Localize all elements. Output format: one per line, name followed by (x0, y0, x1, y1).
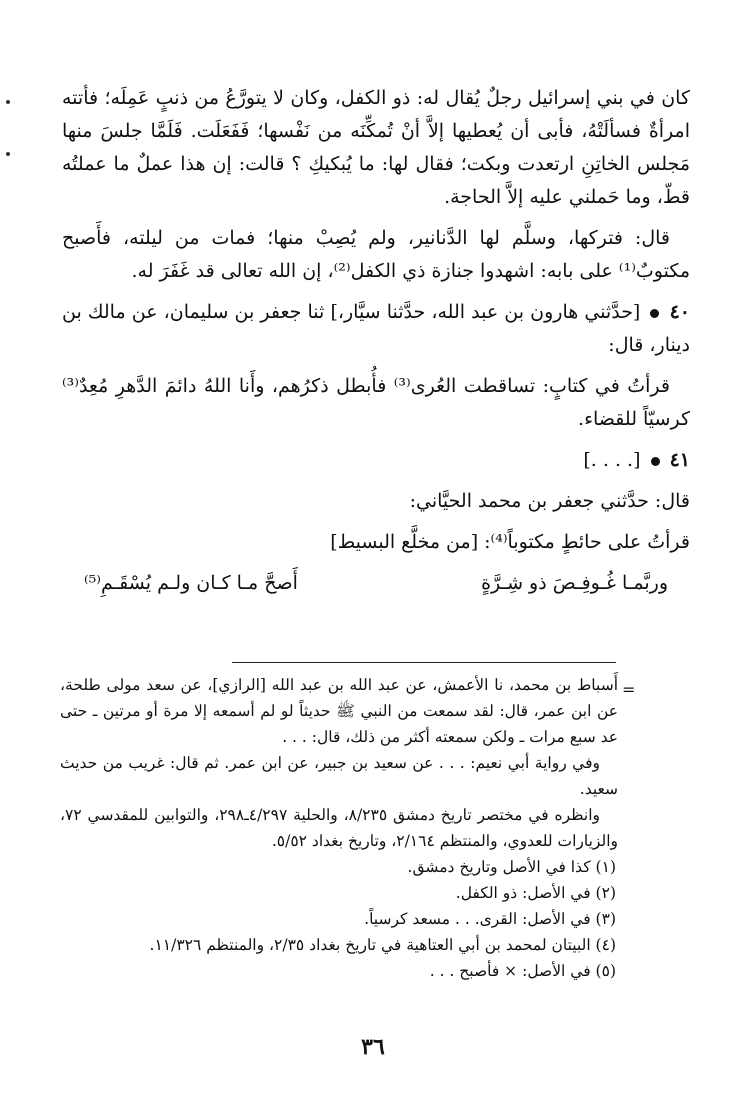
footnote-divider (232, 662, 616, 663)
paragraph-story: كان في بني إسرائيل رجلٌ يُقال له: ذو الكفل، وكان لا يتورَّعُ من ذنبٍ عَمِلَه؛ فأتته امرأةٌ فسألَتْهُ، فأبى أن يُعطيها إلاَّ أنْ تُمكِّنَه من نَفْسها؛ فَفَعَلَت. فَلَمَّا جلسَ منها مَجلس الخاتِنِ ارتعدت وبكت؛ فقال لها: ما يُبكيكِ ؟ قالت: إن هذا عملٌ ما عملتُه قطّ، وما حَملني عليه إلاَّ الحاجة. (62, 87, 690, 208)
hadith-40-isnad (62, 296, 690, 362)
continuation-mark: = (622, 680, 636, 699)
footnote-continuation: أَسباط بن محمد، نا الأعمش، عن عبد الله بن عبد الله [الرازي]، عن سعد مولى طلحة، عن ابن عمر، قال: لقد سمعت من النبي ﷺ حديثاً لو لم أسمعه إلا مرة أو مرتين ـ حتى عد سبع مرات ـ ولكن سمعته أكثر من ذلك، قال: . . . (60, 676, 618, 746)
hadith-number: ٤٠ (669, 301, 690, 323)
footnote-2: (٢) في الأصل: ذو الكفل. (455, 884, 616, 902)
footnotes (60, 672, 618, 984)
hadith-40-text: قرأتُ في كتابٍ: تساقطت العُرى⁽³⁾ فأُبطل ذكرُهم، وأَنا اللهُ دائمَ الدَّهرِ مُعِدٌ⁽³⁾ كرسيّاً للقضاء. (62, 375, 690, 430)
margin-mark (6, 100, 10, 104)
hadith-41-head (62, 444, 690, 477)
bullet-icon (650, 309, 659, 318)
hadith-41-intro: قرأتُ على حائطٍ مكتوباً⁽⁴⁾: [من مخلَّع البسيط] (330, 531, 690, 553)
main-text (62, 82, 690, 600)
footnote-1: (١) كذا في الأصل وتاريخ دمشق. (407, 858, 616, 876)
hadith-number: ٤١ (669, 449, 690, 471)
isnad-text: [حدَّثني هارون بن عبد الله، حدَّثنا سيَّار،] ثنا جعفر بن سليمان، عن مالك بن دينار، قال: (62, 301, 690, 356)
missing-isnad: [. . . .] (583, 449, 641, 471)
poetry-verse (62, 567, 690, 600)
footnote-list (60, 854, 618, 984)
hadith-41-isnad: قال: حدَّثني جعفر بن محمد الحيَّاني: (409, 490, 690, 512)
verse-first-hemistich: وربَّمـا غُـوفِـصَ ذو شِـرَّةٍ (481, 572, 668, 594)
footnote-3: (٣) في الأصل: القرى. . . مسعد كرسياً. (364, 910, 616, 928)
footnote-paragraph: وفي رواية أبي نعيم: . . . عن سعيد بن جبير، عن ابن عمر. ثم قال: غريب من حديث سعيد. (60, 754, 618, 798)
verse-second-hemistich: أَصحَّ مـا كـان ولـم يُسْقَـمِ⁽⁵⁾ (84, 572, 298, 594)
bullet-icon (651, 457, 660, 466)
footnote-5: (٥) في الأصل: × فأصبح . . . (429, 962, 616, 980)
footnote-paragraph: وانظره في مختصر تاريخ دمشق ٨/٢٣٥، والحلية ٤/٢٩٧ـ٢٩٨، والتوابين للمقدسي ٧٢، والزيارات للعدوي، والمنتظم ٢/١٦٤، وتاريخ بغداد ٥/٥٢. (60, 806, 618, 850)
footnote-4: (٤) البيتان لمحمد بن أبي العتاهية في تاريخ بغداد ٢/٣٥، والمنتظم ١١/٣٢٦. (149, 936, 616, 954)
paragraph-story-end: قال: فتركها، وسلَّم لها الدَّنانير، ولم يُصِبْ منها؛ فمات من ليلته، فأَصبح مكتوبٌ⁽¹⁾ على بابه: اشهدوا جنازة ذي الكفل⁽²⁾، إن الله تعالى قد غَفَرَ له. (62, 227, 690, 282)
page-number: ٣٦ (361, 1034, 385, 1060)
margin-mark (6, 152, 10, 156)
